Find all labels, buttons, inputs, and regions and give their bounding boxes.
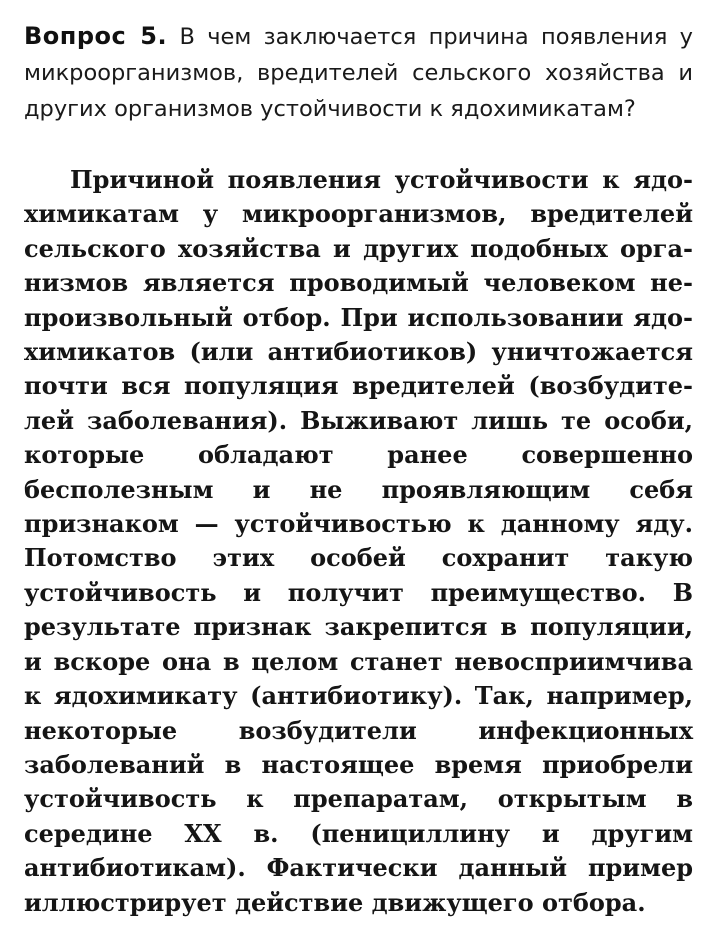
question-text: В чем заключается причина появления у микроорганизмов, вредителей сельского хозяйства и других организмов устойчивости к ядохимикатам? [24,24,694,122]
answer-paragraph: Причиной появления устойчивости к ядохимикатам у микроорганизмов, вредителей сельского хозяйства и других подобных организмов является проводимый человеком непроизвольный отбор. При использовании ядохимикатов (или антибиотиков) уничтожается почти вся популяция вредителей (возбудителей заболевания). Выживают лишь те особи, которые обладают ранее совершенно бесполезным и не проявляющим себя признаком — устойчивостью к данному яду. Потомство этих особей сохранит такую устойчивость и получит преимущество. В результате признак закрепится в популяции, и вскоре она в целом станет невосприимчива к ядохимикату (антибиотику). Так, например, некоторые возбудители инфекционных заболеваний в настоящее время приобрели устойчивость к препаратам, открытым в середине XX в. (пенициллину и другим антибиотикам). Фактически данный пример иллюстрирует действие движущего отбора. [24,165,693,917]
question-paragraph [24,18,693,127]
question-label: Вопрос 5. [24,22,168,50]
